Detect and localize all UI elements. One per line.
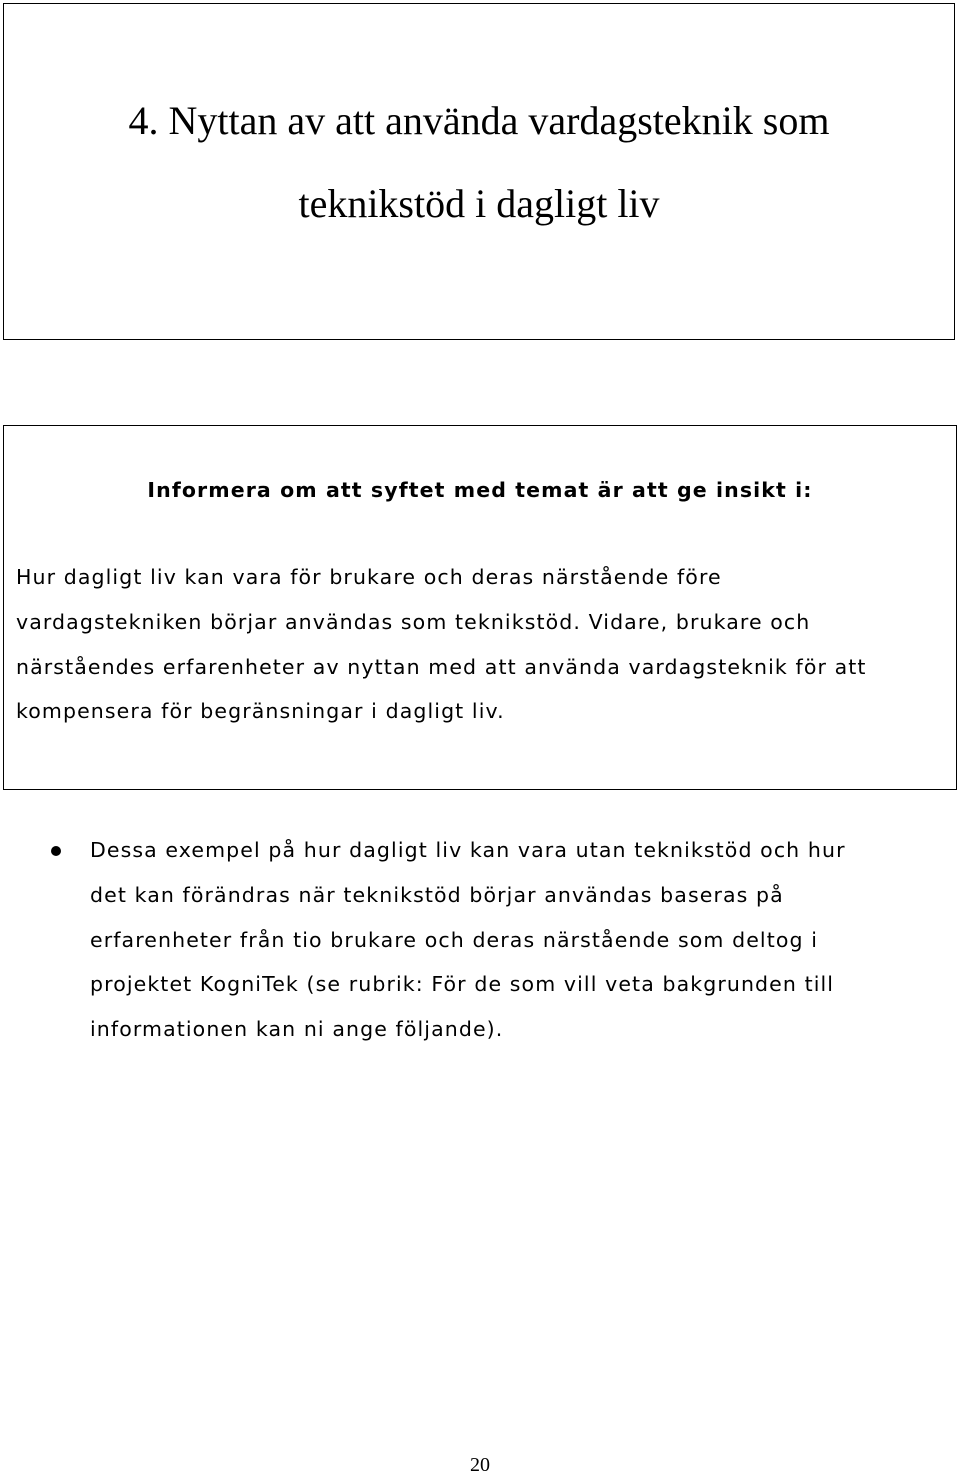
title-box	[3, 3, 955, 340]
page-number: 20	[470, 1454, 490, 1476]
info-text-line: vardagstekniken börjar användas som teknikstöd. Vidare, brukare och	[16, 610, 811, 634]
bullet-text-line: Dessa exempel på hur dagligt liv kan vara utan teknikstöd och hur	[90, 838, 846, 862]
info-text-line: Hur dagligt liv kan vara för brukare och deras närstående före	[16, 565, 722, 589]
bullet-text-line: det kan förändras när teknikstöd börjar användas baseras på	[90, 883, 784, 907]
section-title-line-1: 4. Nyttan av att använda vardagsteknik som	[128, 98, 830, 143]
section-title-line-2: teknikstöd i dagligt liv	[298, 181, 660, 226]
info-heading: Informera om att syftet med temat är att ge insikt i:	[147, 478, 813, 502]
bullet-text-line: erfarenheter från tio brukare och deras närstående som deltog i	[90, 928, 819, 952]
bullet-text-line: informationen kan ni ange följande).	[90, 1017, 504, 1041]
info-box	[3, 425, 957, 790]
bullet-text-line: projektet KogniTek (se rubrik: För de som vill veta bakgrunden till	[90, 972, 835, 996]
info-text-line: närståendes erfarenheter av nyttan med att använda vardagsteknik för att	[16, 655, 867, 679]
info-text-line: kompensera för begränsningar i dagligt liv.	[16, 699, 505, 723]
bullet-icon	[51, 846, 61, 856]
